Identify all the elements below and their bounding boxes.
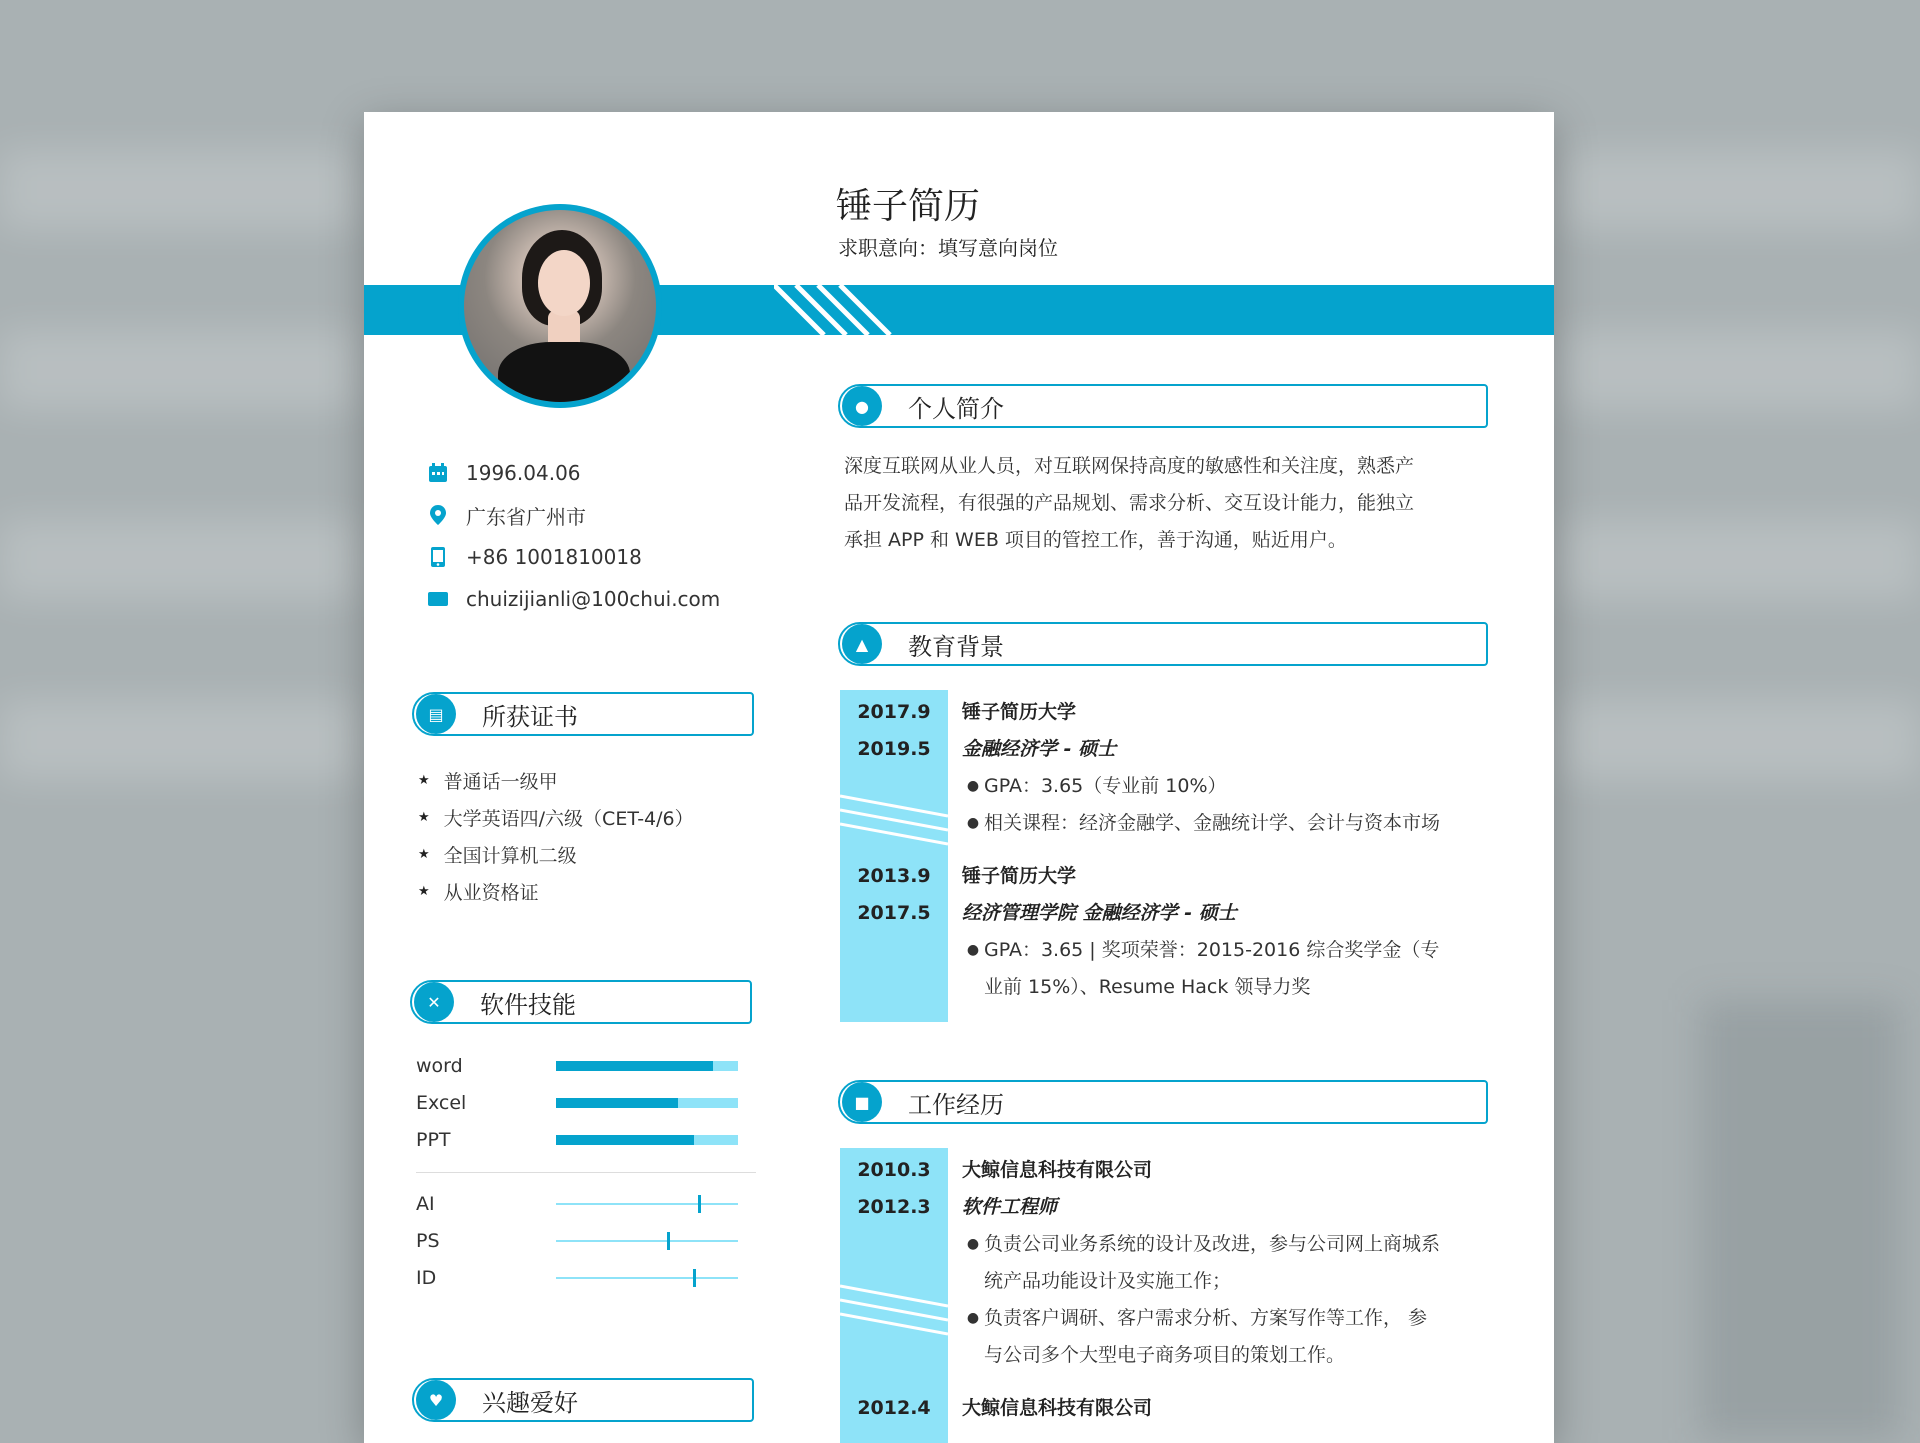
- contact-phone-text: +86 1001810018: [466, 545, 642, 569]
- profile-line: 深度互联网从业人员，对互联网保持高度的敏感性和关注度，熟悉产: [844, 455, 1415, 477]
- star-icon: ★: [418, 773, 430, 788]
- skill-bar-fill: [556, 1098, 678, 1108]
- phone-icon: [426, 545, 450, 569]
- bullet-item: 与公司多个大型电子商务项目的策划工作。: [984, 1344, 1346, 1366]
- skills-divider: [416, 1172, 756, 1173]
- skill-slider: [556, 1269, 738, 1287]
- list-item: ★ 全国计算机二级: [418, 845, 577, 867]
- section-header-hobbies: [412, 1378, 754, 1422]
- date-start: 2017.9: [857, 701, 931, 723]
- education-entry: [962, 694, 1502, 842]
- resume-page: [364, 112, 1554, 1443]
- mail-icon: [426, 587, 450, 611]
- date-end: 2019.5: [857, 738, 931, 760]
- entry-org: 锤子简历大学: [962, 865, 1077, 887]
- graduation-cap-icon: ▲: [842, 624, 882, 664]
- list-item: ★ 从业资格证: [418, 882, 539, 904]
- profile-line: 承担 APP 和 WEB 项目的管控工作，善于沟通，贴近用户。: [844, 529, 1347, 551]
- list-item: ★ 普通话一级甲: [418, 771, 558, 793]
- skill-label: word: [416, 1054, 463, 1077]
- profile-photo: [464, 210, 656, 402]
- section-title-skills: 软件技能: [480, 990, 576, 1019]
- section-title-work: 工作经历: [908, 1090, 1004, 1119]
- job-intent: 求职意向：填写意向岗位: [838, 236, 1058, 260]
- profile-text: [844, 448, 1494, 559]
- skill-row: [416, 1185, 756, 1222]
- bullet-item: ● GPA：3.65 | 奖项荣誉：2015-2016 综合奖学金（专: [966, 939, 1440, 961]
- skill-label: AI: [416, 1192, 435, 1215]
- section-header-certs: [412, 692, 754, 736]
- tools-icon: ✕: [414, 982, 454, 1022]
- skill-row: [416, 1222, 756, 1259]
- user-icon: ●: [842, 386, 882, 426]
- date-start: 2012.4: [857, 1397, 931, 1419]
- skill-label: ID: [416, 1266, 437, 1289]
- contact-phone: [426, 536, 720, 578]
- skill-bar: [556, 1098, 738, 1108]
- skill-row: [416, 1047, 756, 1084]
- section-header-education: [838, 622, 1488, 666]
- date-end: 2012.3: [857, 1196, 931, 1218]
- timeline-stripes: [840, 1280, 948, 1340]
- date-end: 2017.5: [857, 902, 931, 924]
- contact-list: [426, 452, 720, 620]
- skill-slider: [556, 1195, 738, 1213]
- contact-location: [426, 494, 720, 536]
- skill-row: [416, 1121, 756, 1158]
- contact-location-text: 广东省广州市: [466, 504, 586, 529]
- bullet-item: ● GPA：3.65（专业前 10%）: [966, 775, 1227, 797]
- contact-email: [426, 578, 720, 620]
- profile-line: 品开发流程，有很强的产品规划、需求分析、交互设计能力，能独立: [844, 492, 1415, 514]
- entry-role: 软件工程师: [962, 1196, 1058, 1218]
- skills-list: [416, 1047, 756, 1296]
- skill-bar: [556, 1135, 738, 1145]
- date-start: 2010.3: [857, 1159, 931, 1181]
- contact-birthday-text: 1996.04.06: [466, 461, 581, 485]
- entry-role: 金融经济学 - 硕士: [962, 738, 1117, 760]
- skill-row: [416, 1084, 756, 1121]
- star-icon: ★: [418, 810, 430, 825]
- skill-label: PPT: [416, 1128, 451, 1151]
- work-entry: [962, 1152, 1502, 1374]
- section-title-certs: 所获证书: [482, 702, 578, 731]
- work-timeline: [840, 1148, 948, 1443]
- location-pin-icon: [426, 503, 450, 527]
- resume-name: 锤子简历: [836, 186, 981, 227]
- section-header-work: [838, 1080, 1488, 1124]
- skill-slider-knob: [667, 1232, 670, 1250]
- header-stripes: [774, 285, 924, 335]
- section-title-profile: 个人简介: [908, 394, 1004, 423]
- skill-bar-fill: [556, 1061, 713, 1071]
- timeline-stripes: [840, 790, 948, 850]
- bullet-item: ● 负责客户调研、客户需求分析、方案写作等工作， 参: [966, 1307, 1428, 1329]
- section-header-profile: [838, 384, 1488, 428]
- entry-org: 大鲸信息科技有限公司: [962, 1159, 1153, 1181]
- cert-list: [418, 762, 694, 910]
- date-start: 2013.9: [857, 865, 931, 887]
- avatar: [458, 204, 662, 408]
- skill-row: [416, 1259, 756, 1296]
- skill-bar: [556, 1061, 738, 1071]
- contact-email-text: chuizijianli@100chui.com: [466, 587, 721, 611]
- heart-icon: ♥: [416, 1380, 456, 1420]
- bullet-item: ● 相关课程：经济金融学、金融统计学、会计与资本市场: [966, 812, 1441, 834]
- skill-label: PS: [416, 1229, 440, 1252]
- bullet-item: 统产品功能设计及实施工作；: [984, 1270, 1232, 1292]
- bullet-item: 业前 15%）、Resume Hack 领导力奖: [984, 976, 1311, 998]
- calendar-icon: [426, 461, 450, 485]
- certificate-icon: ▤: [416, 694, 456, 734]
- entry-role: 经济管理学院 金融经济学 - 硕士: [962, 902, 1237, 924]
- skill-bar-fill: [556, 1135, 694, 1145]
- entry-org: 大鲸信息科技有限公司: [962, 1397, 1153, 1419]
- section-title-education: 教育背景: [908, 632, 1004, 661]
- star-icon: ★: [418, 884, 430, 899]
- skill-slider: [556, 1232, 738, 1250]
- briefcase-icon: ■: [842, 1082, 882, 1122]
- section-title-hobbies: 兴趣爱好: [482, 1388, 578, 1417]
- work-entry: [962, 1390, 1502, 1427]
- education-timeline: [840, 690, 948, 1022]
- contact-birthday: [426, 452, 720, 494]
- skill-label: Excel: [416, 1091, 467, 1114]
- star-icon: ★: [418, 847, 430, 862]
- skill-slider-knob: [693, 1269, 696, 1287]
- section-header-skills: [410, 980, 752, 1024]
- list-item: ★ 大学英语四/六级（CET-4/6）: [418, 808, 694, 830]
- bullet-item: ● 负责公司业务系统的设计及改进，参与公司网上商城系: [966, 1233, 1441, 1255]
- skill-slider-knob: [698, 1195, 701, 1213]
- entry-org: 锤子简历大学: [962, 701, 1077, 723]
- education-entry: [962, 858, 1502, 1006]
